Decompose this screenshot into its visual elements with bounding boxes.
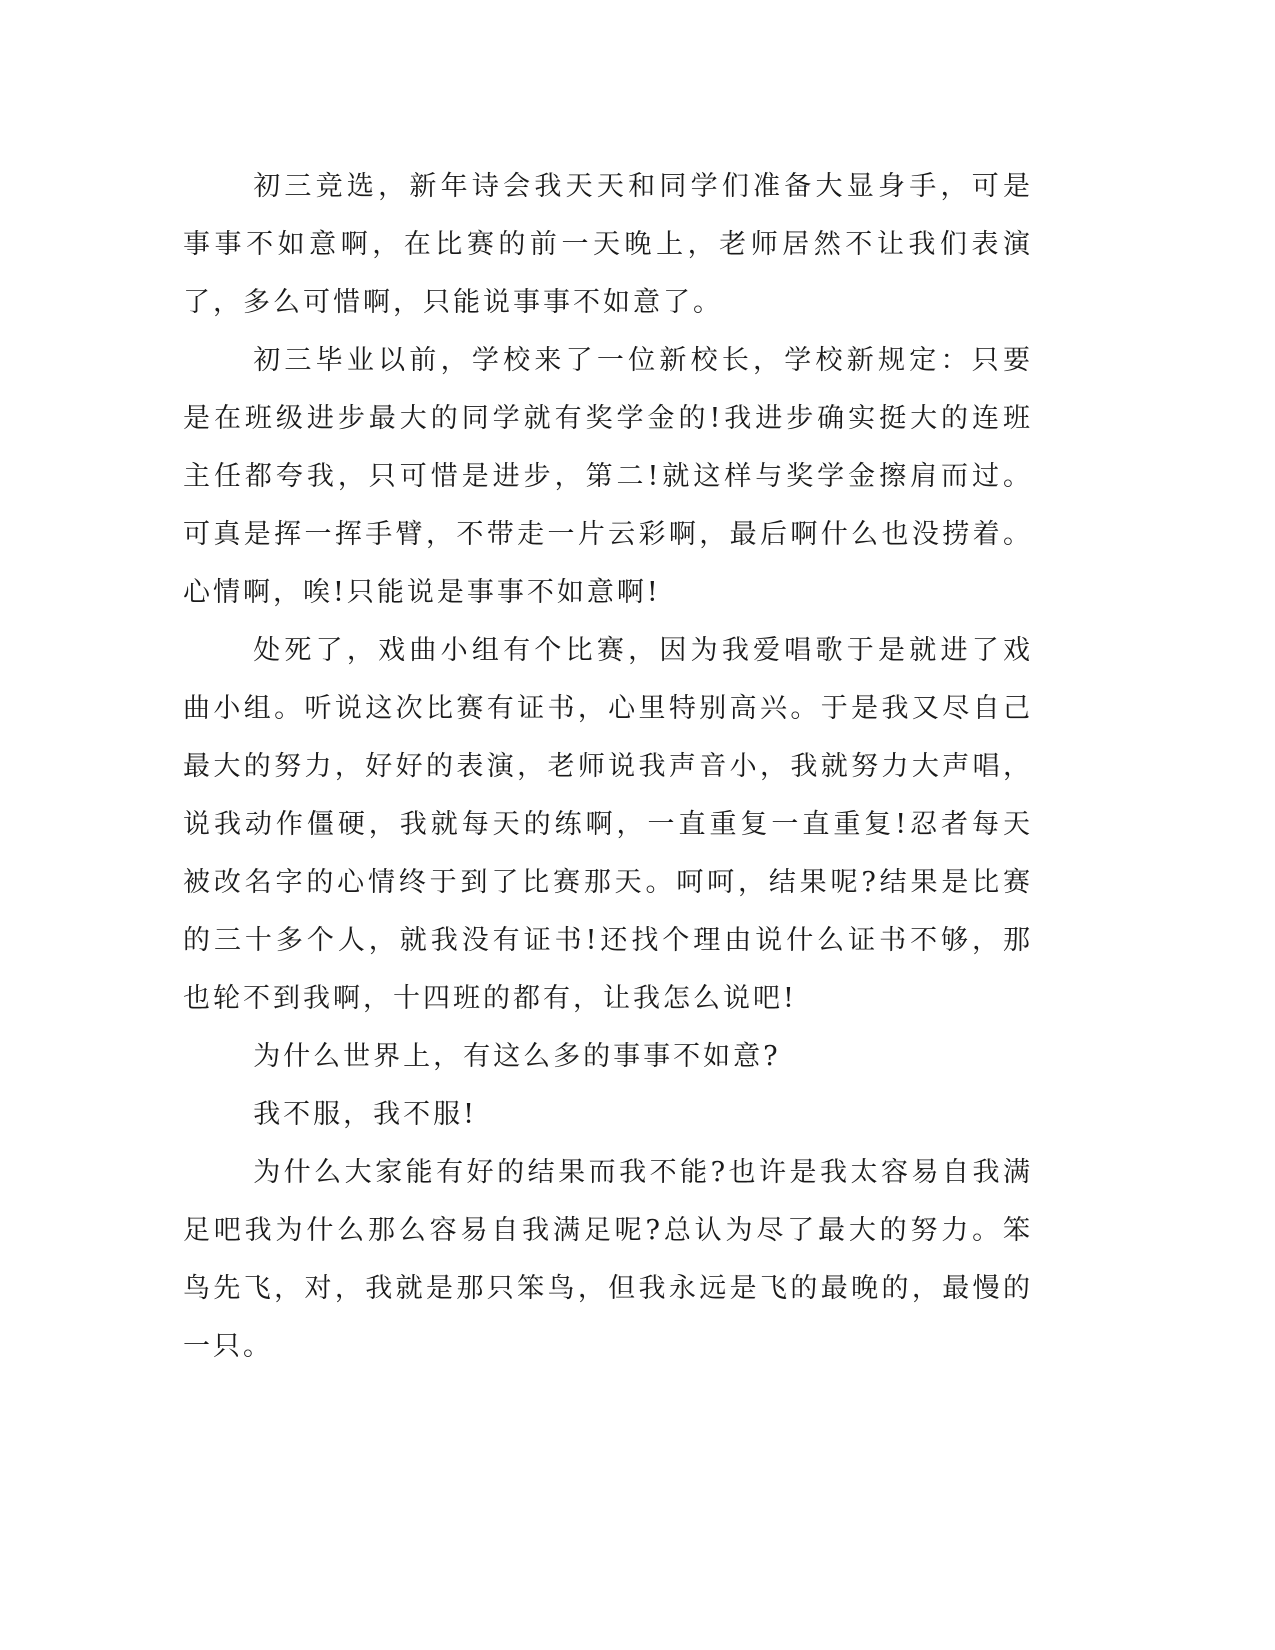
paragraph-3: 处死了，戏曲小组有个比赛，因为我爱唱歌于是就进了戏曲小组。听说这次比赛有证书，心里特别高兴。于是我又尽自己最大的努力，好好的表演，老师说我声音小，我就努力大声唱，说我动作僵硬，我就每天的练啊，一直重复一直重复!忍者每天被改名字的心情终于到了比赛那天。呵呵，结果呢?结果是比赛的三十多个人，就我没有证书!还找个理由说什么证书不够，那也轮不到我啊，十四班的都有，让我怎么说吧!: [183, 635, 1033, 1014]
paragraph-1: 初三竞选，新年诗会我天天和同学们准备大显身手，可是事事不如意啊，在比赛的前一天晚上，老师居然不让我们表演了，多么可惜啊，只能说事事不如意了。: [183, 171, 1033, 318]
paragraph-4: 为什么世界上，有这么多的事事不如意?: [253, 1041, 781, 1072]
paragraph-6: 为什么大家能有好的结果而我不能?也许是我太容易自我满足吧我为什么那么容易自我满足呢?总认为尽了最大的努力。笨鸟先飞，对，我就是那只笨鸟，但我永远是飞的最晚的，最慢的一只。: [183, 1157, 1033, 1362]
document-body: [183, 158, 1033, 1376]
paragraph-2: 初三毕业以前，学校来了一位新校长，学校新规定：只要是在班级进步最大的同学就有奖学金的!我进步确实挺大的连班主任都夸我，只可惜是进步，第二!就这样与奖学金擦肩而过。可真是挥一挥手臂，不带走一片云彩啊，最后啊什么也没捞着。心情啊，唉!只能说是事事不如意啊!: [183, 345, 1033, 608]
paragraph-5: 我不服，我不服!: [253, 1099, 478, 1130]
